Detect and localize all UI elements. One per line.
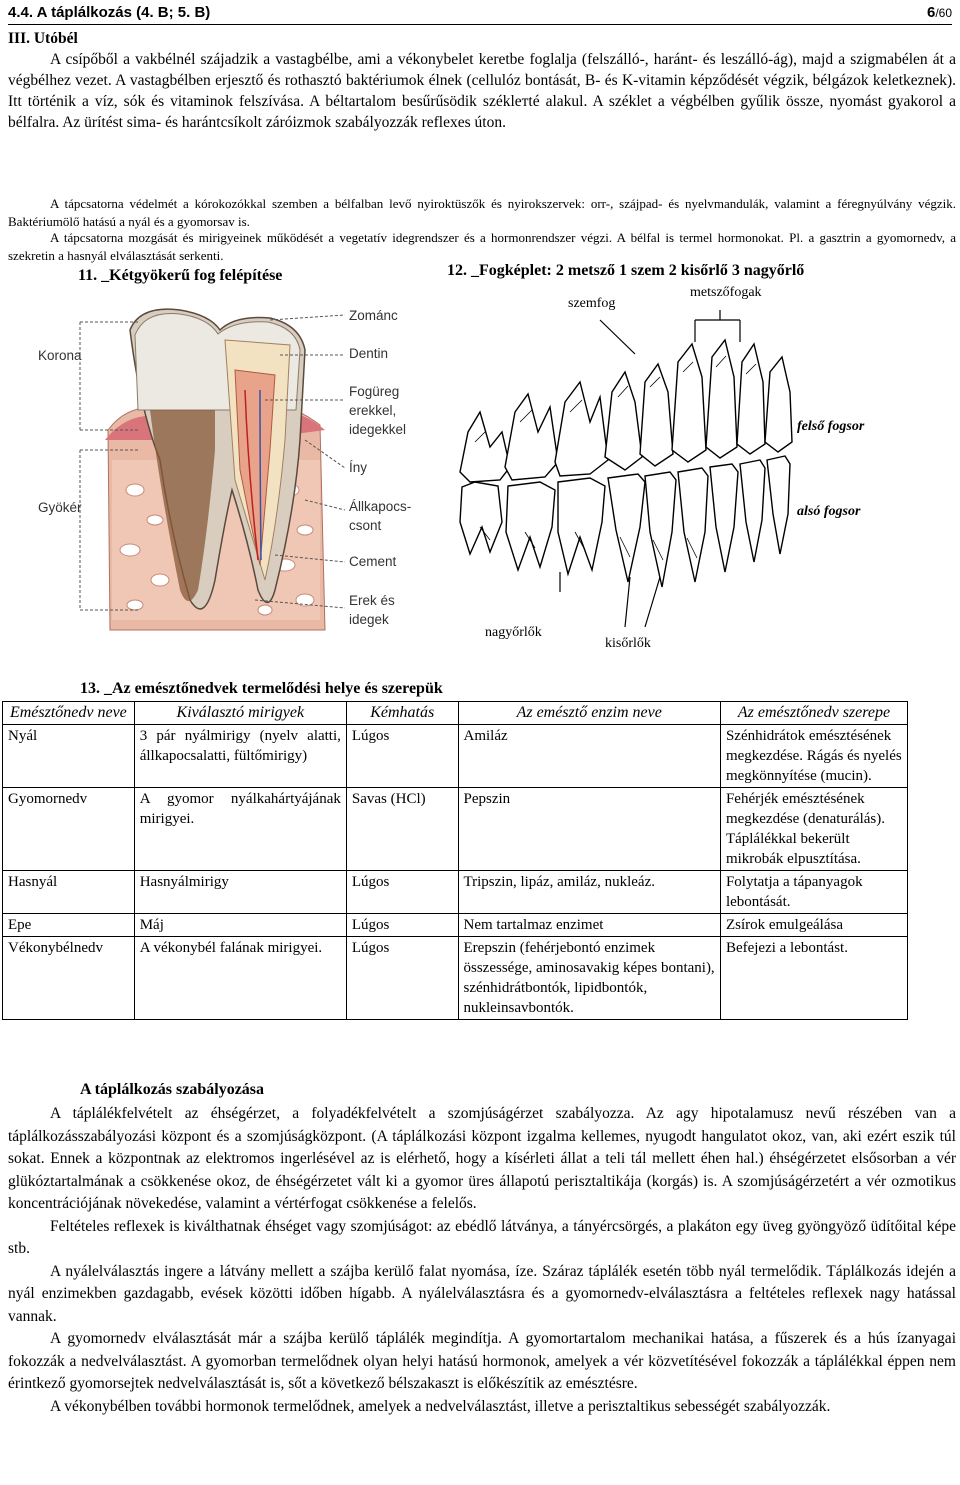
table-cell: Lúgos — [346, 871, 458, 914]
table-cell: Amiláz — [458, 725, 720, 788]
label-fogureg-1: Fogüreg — [349, 384, 400, 399]
section-title: 4.4. A táplálkozás (4. B; 5. B) — [8, 4, 211, 21]
table-cell: A gyomor nyálkahártyájának mirigyei. — [134, 788, 346, 871]
table-cell: Pepszin — [458, 788, 720, 871]
label-gyoker: Gyökér — [38, 500, 82, 515]
table-cell: Szénhidrátok emésztésének megkezdése. Rágás és nyelés megkönnyítése (mucin). — [720, 725, 907, 788]
table-cell: Vékonybélnedv — [3, 937, 135, 1020]
label-allkapocs-2: csont — [349, 518, 382, 533]
table-13-title: 13. _Az emésztőnedvek termelődési helye és szerepük — [80, 680, 443, 697]
table-cell: Lúgos — [346, 937, 458, 1020]
regulation-paragraph-4: A gyomornedv elválasztását már a szájba kerülő táplálék megindítja. A gyomortartalom mechanikai hatása, a fűszerek és a hús ízanyagai fokozzák a nedvelválasztást. A gyomorban termelődnek olyan helyi hatású hormonok, amelyek a vér közvetítésével fokozzák a táplálékkal éppen nem érintkező gyomorsejtek nedvelválasztását is, sőt a következő bélszakaszt is előkészítik az emésztésre. — [8, 1330, 956, 1392]
header-cell: Az emésztő enzim neve — [458, 702, 720, 725]
table-cell: Nyál — [3, 725, 135, 788]
table-row — [3, 914, 908, 937]
label-also-fogsor: alsó fogsor — [797, 504, 861, 519]
utobel-paragraph-2: A tápcsatorna védelmét a kórokozókkal szemben a bélfalban levő nyiroktüszők és nyirokszervek: orr-, szájpad- és nyelvmandulák, valamint a féregnyúlvány végzik. Baktériumölő hatású a nyál és a gyomorsav is. — [8, 196, 956, 229]
table-cell: Gyomornedv — [3, 788, 135, 871]
utobel-paragraph-1: A csípőből a vakbélnél szájadzik a vastagbélbe, ami a vékonybelet keretbe foglalja (felszálló-, haránt- és leszálló-ág), majd a szigmabélen át a végbélhez vezet. A vastagbélben erjesztő és rothasztó baktériumok élnek (cellulóz bontását, B- és K-vitamin képződését végzik, bélgázok keletkeznek). Itt történik a víz, sók és vitaminok felszívása. A béltartalom besűrűsödik széklетté alakul. A széklet a végbélben gyűlik össze, nyomást gyakorol a bélfalra. Az ürítést sima- és harántcsíkolt záróizmok szabályozzák reflexes úton. — [8, 51, 956, 131]
utobel-title: III. Utóbél — [8, 30, 78, 47]
label-fogureg-2: erekkel, — [349, 403, 397, 418]
table-cell: Folytatja a tápanyagok lebontását. — [720, 871, 907, 914]
label-fogureg-3: idegekkel — [349, 422, 407, 437]
table-cell: Nem tartalmaz enzimet — [458, 914, 720, 937]
regulation-section — [8, 1103, 956, 1418]
label-kisorlok: kisőrlők — [605, 636, 651, 651]
label-erek-1: Erek és — [349, 593, 395, 608]
label-zomanc: Zománc — [349, 308, 398, 323]
digestive-juices-table — [2, 701, 908, 1020]
table-header-row — [3, 702, 908, 725]
table-cell: Epe — [3, 914, 135, 937]
regulation-title: A táplálkozás szabályozása — [80, 1081, 265, 1098]
header-cell: Emésztőnedv neve — [3, 702, 135, 725]
label-felso-fogsor: felső fogsor — [797, 419, 865, 434]
label-metszofogak: metszőfogak — [690, 285, 762, 300]
label-dentin: Dentin — [349, 346, 389, 361]
table-cell: Savas (HCl) — [346, 788, 458, 871]
table-cell: Fehérjék emésztésének megkezdése (denaturálás). Táplálékkal bekerült mikrobák elpusztítása. — [720, 788, 907, 871]
table-cell: Tripszin, lipáz, amiláz, nukleáz. — [458, 871, 720, 914]
table-cell: 3 pár nyálmirigy (nyelv alatti, állkapocsalatti, fültőmirigy) — [134, 725, 346, 788]
table-cell: Hasnyálmirigy — [134, 871, 346, 914]
table-row — [3, 725, 908, 788]
header-cell: Az emésztőnedv szerepe — [720, 702, 907, 725]
label-cement: Cement — [349, 554, 397, 569]
regulation-paragraph-5: A vékonybélben további hormonok termelődnek, amelyek a nedvelválasztást, illetve a perisztaltikus sebességét szabályozzák. — [50, 1397, 831, 1415]
table-cell: Hasnyál — [3, 871, 135, 914]
table-cell: Máj — [134, 914, 346, 937]
label-iny: Íny — [349, 460, 368, 475]
page-header — [8, 2, 952, 25]
figure-11-title: 11. _Kétgyökerű fog felépítése — [78, 267, 283, 284]
utobel-section — [8, 28, 956, 133]
table-cell: Erepszin (fehérjebontó enzimek összessége, aminosavakig képes bontani), szénhidrátbontók, lipidbontók, nukleinsavbontók. — [458, 937, 720, 1020]
regulation-paragraph-1: A táplálékfelvételt az éhségérzet, a folyadékfelvételt a szomjúságérzet szabályozza. Az agy hipotalamusz nevű részében van a táplálkozásszabályozási központ és a szomjúságközpont. (A táplálkozási központ izgalma kellemes, nyugodt hangulatot okoz, van, aki ezért eszik túl sokat. Ennek a központnak az elektromos ingerlésével az is elérhető, hogy a kísérleti állat a teli tál mellett éhen hal.) éhségérzetet elsősorban a vér glükóztartalmának a csökkenése okoz, de éhségérzetet vált ki a gyomor üres állapotú perisztaltikája (korgás) is. A szomjúságérzetért a vér ozmotikus koncentrációjának növekedése, valamint a vértérfogat csökkenése a felelős. — [8, 1105, 956, 1212]
table-cell: A vékonybél falának mirigyei. — [134, 937, 346, 1020]
label-nagyorlok: nagyőrlők — [485, 625, 542, 640]
tooth-diagram — [20, 290, 440, 650]
label-szemfog: szemfog — [568, 296, 616, 311]
label-allkapocs-1: Állkapocs- — [349, 499, 412, 514]
table-cell: Zsírok emulgeálása — [720, 914, 907, 937]
regulation-paragraph-2: Feltételes reflexek is kiválthatnak éhséget vagy szomjúságot: az ebédlő látványa, a tányércsörgés, a plakáton egy üveg gyöngyöző üdítőital képe stb. — [8, 1217, 956, 1257]
utobel-paragraph-3: A tápcsatorna mozgását és mirigyeinek működését a vegetatív idegrendszer és a hormonrendszer végzi. A bélfal is termel hormonokat. Pl. a gasztrin a gyomornedv, a szekretin a hasnyál elválasztását serkenti. — [8, 230, 956, 263]
table-cell: Lúgos — [346, 914, 458, 937]
table-cell: Lúgos — [346, 725, 458, 788]
figure-12-title: 12. _Fogképlet: 2 metsző 1 szem 2 kisőrlő 3 nagyőrlő — [447, 262, 805, 279]
table-row — [3, 788, 908, 871]
page-number: 6/60 — [926, 4, 952, 21]
dentition-illustration — [440, 282, 920, 657]
label-korona: Korona — [38, 348, 82, 363]
table-row — [3, 871, 908, 914]
header-cell: Kémhatás — [346, 702, 458, 725]
dentition-diagram — [440, 282, 920, 657]
regulation-paragraph-3: A nyálelválasztás ingere a látvány mellett a szájba kerülő falat nyomása, íze. Száraz táplálék esetén több nyál termelődik. Táplálkozás idején a nyál enzimekben gazdagabb, evések közötti időben hígabb. A nyálelválasztásra és a gyomornedv-elválasztásra a feltételes reflexek nagy hatással vannak. — [8, 1262, 956, 1325]
label-erek-2: idegek — [349, 612, 389, 627]
table-cell: Befejezi a lebontást. — [720, 937, 907, 1020]
table-row — [3, 937, 908, 1020]
header-cell: Kiválasztó mirigyek — [134, 702, 346, 725]
